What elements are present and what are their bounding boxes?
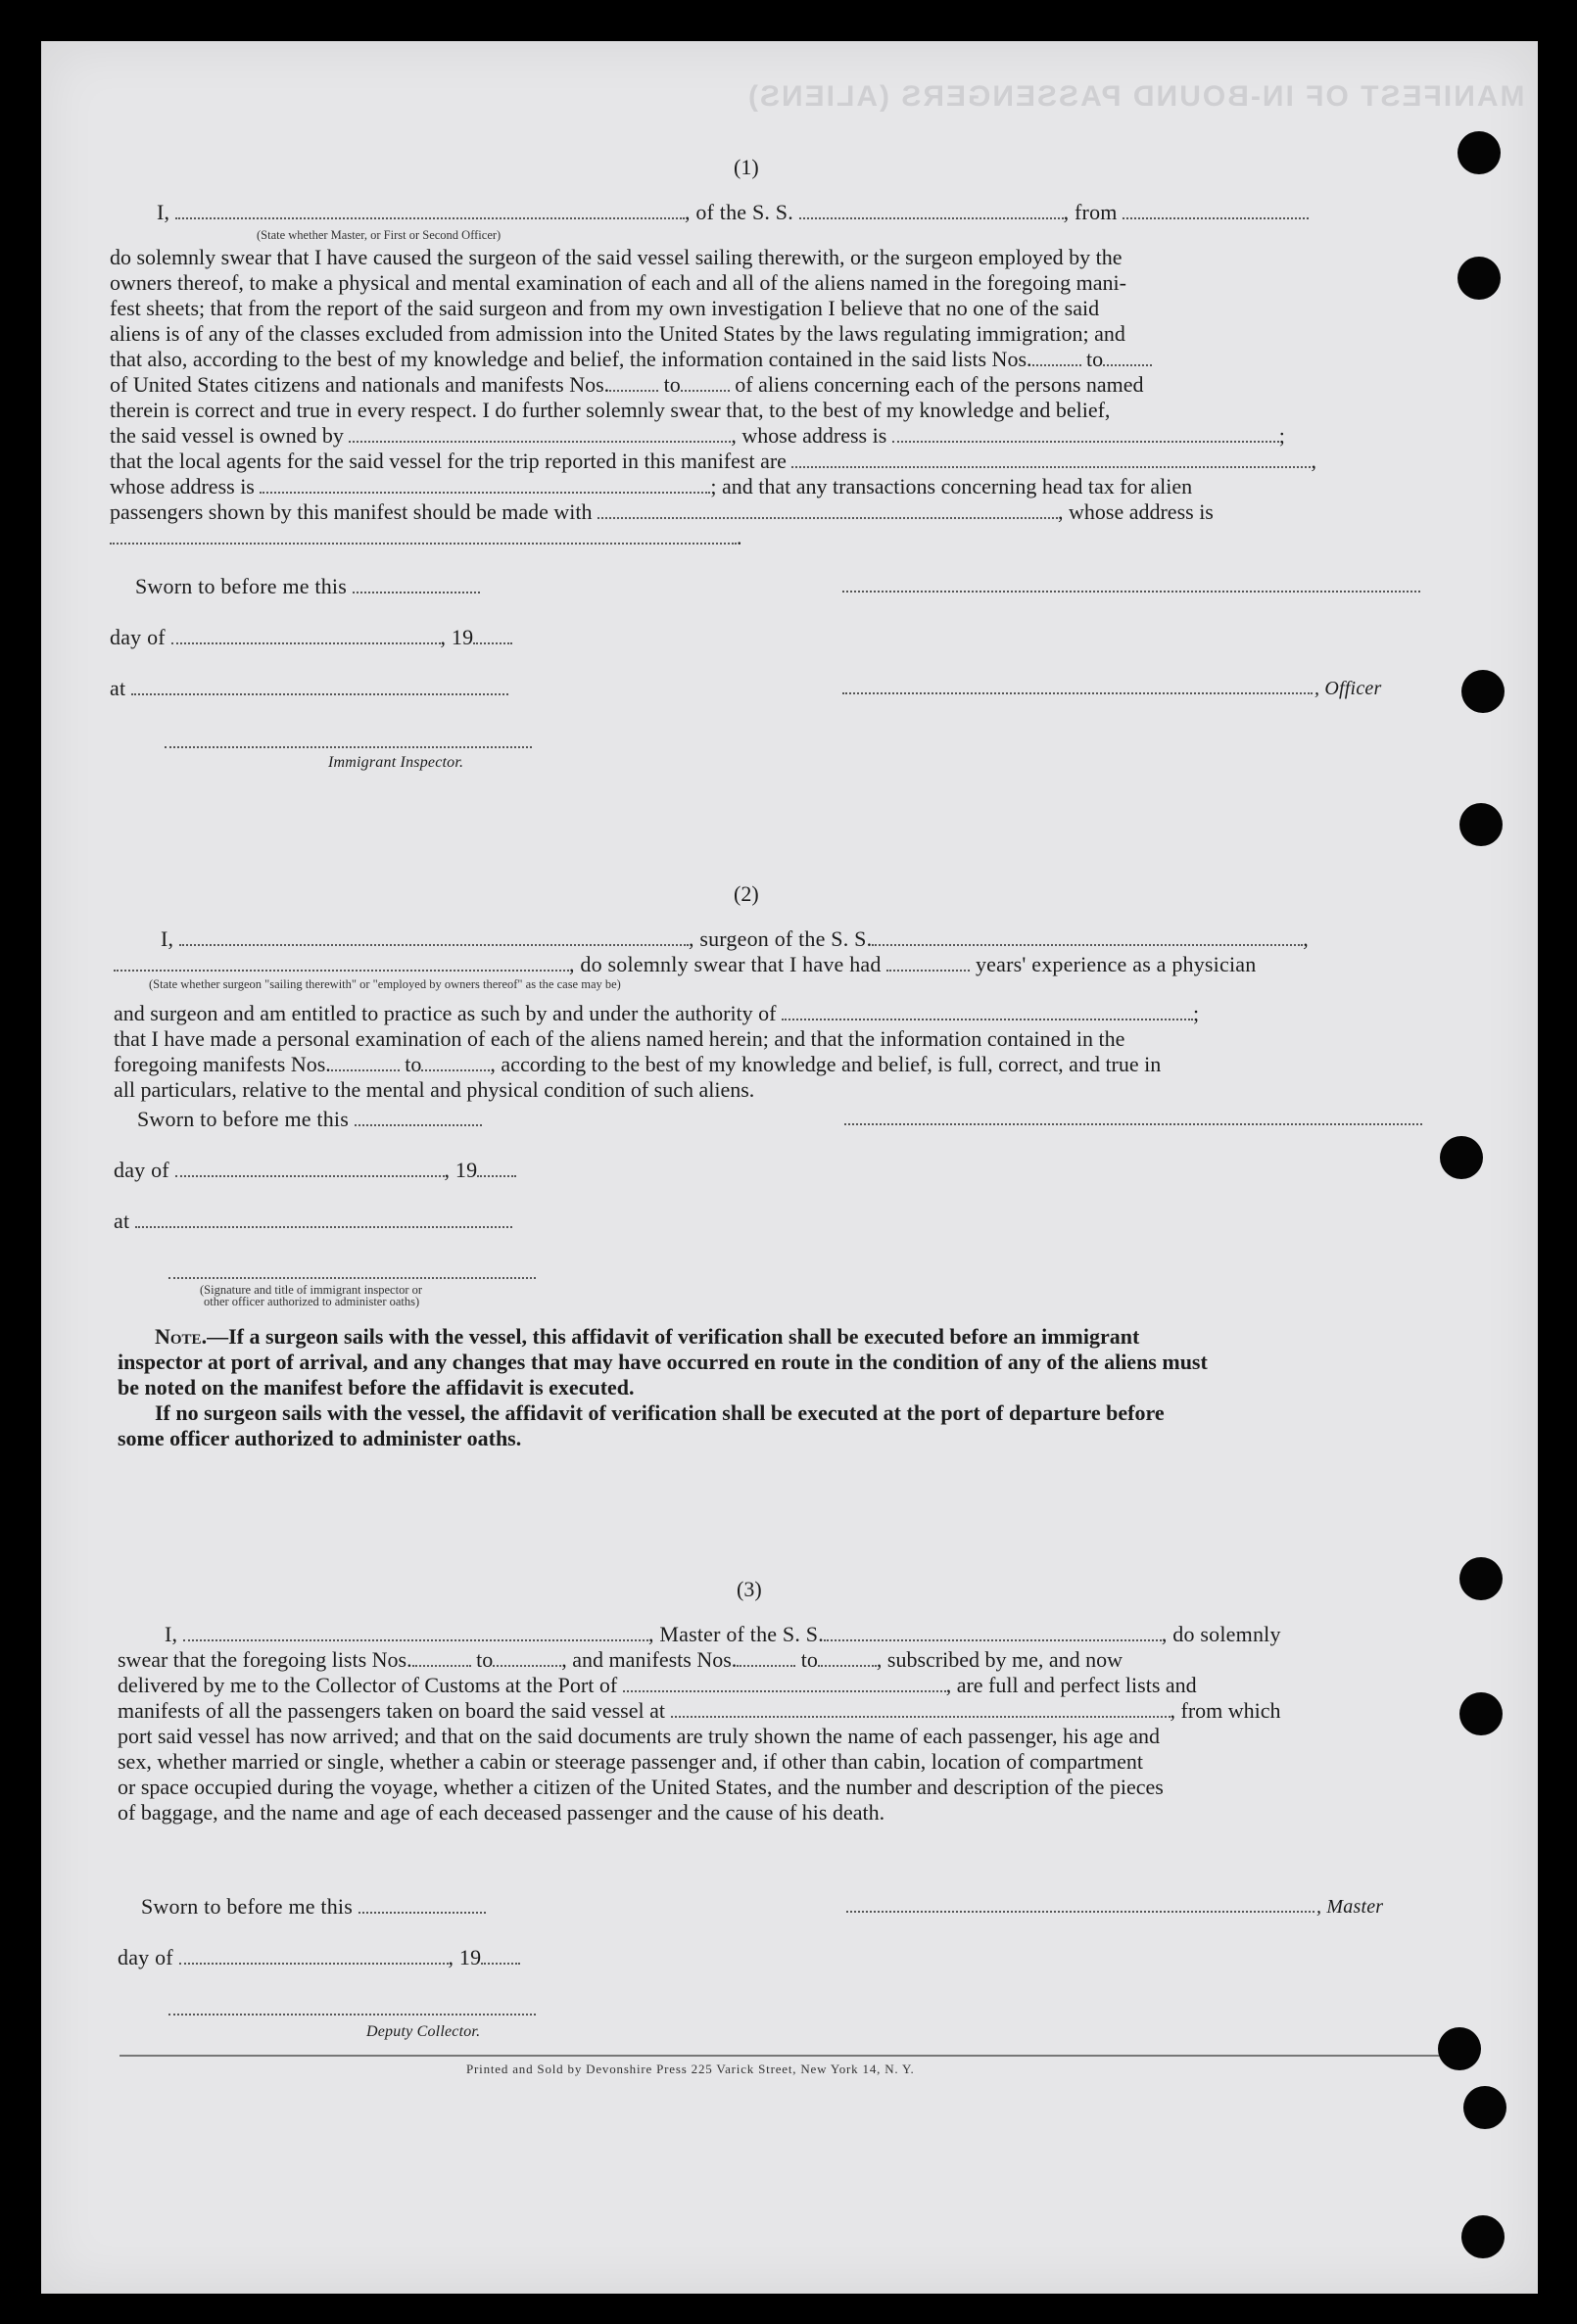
agents-address-field[interactable]	[260, 478, 710, 494]
binder-hole-icon	[1461, 2215, 1505, 2258]
officer-title-hint: (State whether Master, or First or Second Officer)	[257, 228, 502, 242]
master-label: , Master	[1316, 1896, 1384, 1918]
binder-hole-icon	[1459, 803, 1503, 846]
s3-sworn-date-field[interactable]	[358, 1898, 486, 1914]
binder-hole-icon	[1459, 1557, 1503, 1600]
local-agents-field[interactable]	[791, 452, 1311, 468]
s2-sworn-at-field[interactable]	[135, 1212, 512, 1228]
section3-sworn: Sworn to before me this	[141, 1894, 486, 1920]
section1-sworn: Sworn to before me this	[135, 574, 480, 599]
officer-label: , Officer	[1314, 678, 1382, 699]
port-of-field[interactable]	[623, 1677, 946, 1692]
authority-field[interactable]	[782, 1005, 1193, 1020]
manifests-from-field[interactable]	[609, 376, 658, 392]
master-signature-line[interactable]	[846, 1911, 1314, 1913]
sworn-at-field[interactable]	[131, 680, 508, 695]
officer-name-line[interactable]	[842, 692, 1313, 694]
s2-inspector-signature-line[interactable]	[168, 1277, 536, 1279]
lists-from-field[interactable]	[1032, 351, 1081, 366]
surgeon-type-field[interactable]	[114, 956, 569, 972]
s2-manifests-to-field[interactable]	[421, 1056, 490, 1071]
lists-to-field[interactable]	[1103, 351, 1152, 366]
section2-number: (2)	[734, 881, 759, 906]
inspector-label: Immigrant Inspector.	[328, 754, 464, 771]
footer-rule	[119, 2055, 1461, 2057]
binder-hole-icon	[1459, 1692, 1503, 1735]
embarkation-port-field[interactable]	[671, 1702, 1171, 1718]
section1-number: (1)	[734, 155, 759, 179]
sworn-date-field[interactable]	[353, 578, 480, 593]
collector-label: Deputy Collector.	[366, 2023, 481, 2040]
from-port-field[interactable]	[1123, 204, 1309, 219]
vessel-name-field[interactable]	[799, 204, 1064, 219]
s3-manifests-from-field[interactable]	[737, 1651, 795, 1667]
section1-dayof: day of , 19	[110, 625, 512, 650]
owner-field[interactable]	[349, 427, 731, 443]
surgeon-vessel-field[interactable]	[872, 930, 1303, 946]
section2-at: at	[114, 1209, 512, 1234]
section1-line1: I, , of the S. S. , from	[157, 200, 1309, 225]
head-tax-party-field[interactable]	[597, 503, 1058, 519]
surgeon-type-hint: (State whether surgeon "sailing therewith" or "employed by owners thereof" as the case may be)	[149, 977, 621, 991]
officer-signature-line[interactable]	[842, 591, 1420, 593]
printer-credit: Printed and Sold by Devonshire Press 225 Varick Street, New York 14, N. Y.	[466, 2062, 915, 2076]
s3-lists-from-field[interactable]	[412, 1651, 471, 1667]
s3-day-month-field[interactable]	[179, 1949, 449, 1965]
head-tax-address-field[interactable]	[110, 529, 737, 545]
section2-dayof: day of , 19	[114, 1158, 516, 1183]
collector-signature-line[interactable]	[168, 2014, 536, 2016]
binder-hole-icon	[1458, 131, 1501, 174]
years-experience-field[interactable]	[886, 956, 970, 972]
binder-hole-icon	[1440, 1136, 1483, 1179]
section2-line1: I, , surgeon of the S. S. ,	[161, 926, 1309, 951]
s2-year-field[interactable]	[477, 1162, 516, 1177]
section1-paragraph: do solemnly swear that I have caused the surgeon of the said vessel sailing therewith, or the surgeon employed by the owners thereof, to make a physical and mental examination of each and all of the aliens named in the foregoing mani- fest sheets; that from the report of the said surgeon and from my own investigation I believe that no one of the said aliens is of any of the classes excluded from admission into the United States by the laws regulating immigration; and that also, according to the best of my knowledge and belief, the information contained in the said lists Nos. to of United States citizens and nationals and manifests Nos. to of aliens concerning each of the persons named therein is correct and true in every respect. I do further solemnly swear that, to the best of my knowledge and belief, the said vessel is owned by , whose address is ; that the local agents for the said vessel for the trip reported in this manifest are , whose address is ; and that any transactions concerning head tax for alien passengers shown by this manifest should be made with , whose address is .	[110, 245, 1316, 549]
s2-sworn-date-field[interactable]	[355, 1111, 482, 1126]
s2-manifests-from-field[interactable]	[331, 1056, 400, 1071]
owner-address-field[interactable]	[892, 427, 1279, 443]
section3-line1: I, , Master of the S. S. , do solemnly	[165, 1622, 1281, 1646]
officer-title-field[interactable]	[175, 204, 685, 219]
s2-signature-hint-1: (Signature and title of immigrant inspector or	[200, 1283, 423, 1297]
section3-dayof: day of , 19	[118, 1945, 520, 1970]
master-name-field[interactable]	[183, 1626, 648, 1641]
surgeon-note: Note.—If a surgeon sails with the vessel, this affidavit of verification shall be executed before an immigrant inspector at port of arrival, and any changes that may have occurred en route in the condition of any of the aliens must be noted on the manifest before the affidavit is executed. If no surgeon sails with the vessel, the affidavit of verification shall be executed at the port of departure before some officer authorized to administer oaths.	[118, 1324, 1208, 1450]
surgeon-signature-line[interactable]	[844, 1123, 1422, 1125]
binder-hole-icon	[1461, 670, 1505, 713]
section2-paragraph: and surgeon and am entitled to practice as such by and under the authority of ; that I have made a personal examination of each of the aliens named herein; and that the information contained in the foregoing manifests Nos. to , according to the best of my knowledge and belief, is full, correct, and true in all particulars, relative to the mental and physical condition of such aliens.	[114, 1001, 1200, 1102]
year-field[interactable]	[473, 629, 512, 644]
s3-year-field[interactable]	[481, 1949, 520, 1965]
manifests-to-field[interactable]	[681, 376, 730, 392]
binder-hole-icon	[1463, 2086, 1506, 2129]
s3-lists-to-field[interactable]	[493, 1651, 561, 1667]
section3-paragraph: swear that the foregoing lists Nos. to , and manifests Nos. to , subscribed by me, and now delivered by me to the Collector of Customs at the Port of , are full and perfect lists and manifests of all the passengers taken on board the said vessel at , from which port said vessel has now arrived; and that on the said documents are truly shown the name of each passenger, his age and sex, whether married or single, whether a cabin or steerage passenger and, if other than cabin, location of compartment or space occupied during the voyage, whether a citizen of the United States, and the number and description of the pieces of baggage, and the name and age of each deceased passenger and the cause of his death.	[118, 1647, 1281, 1825]
binder-hole-icon	[1458, 257, 1501, 300]
s2-day-month-field[interactable]	[175, 1162, 445, 1177]
note-label: Note.	[155, 1324, 208, 1349]
s3-manifests-to-field[interactable]	[818, 1651, 877, 1667]
section1-at: at	[110, 676, 508, 701]
day-month-field[interactable]	[171, 629, 441, 644]
document-sheet	[41, 41, 1538, 2294]
s3-vessel-field[interactable]	[824, 1626, 1162, 1641]
inspector-signature-line[interactable]	[165, 746, 532, 748]
surgeon-name-field[interactable]	[179, 930, 689, 946]
section2-sworn: Sworn to before me this	[137, 1107, 482, 1132]
section3-number: (3)	[737, 1577, 762, 1601]
s2-signature-hint-2: other officer authorized to administer oaths)	[204, 1295, 420, 1308]
section2-line2: , do solemnly swear that I have had years' experience as a physician	[114, 952, 1256, 977]
bleed-through-title: MANIFEST OF IN-BOUND PASSENGERS (ALIENS)	[746, 80, 1525, 113]
binder-hole-icon	[1438, 2027, 1481, 2070]
